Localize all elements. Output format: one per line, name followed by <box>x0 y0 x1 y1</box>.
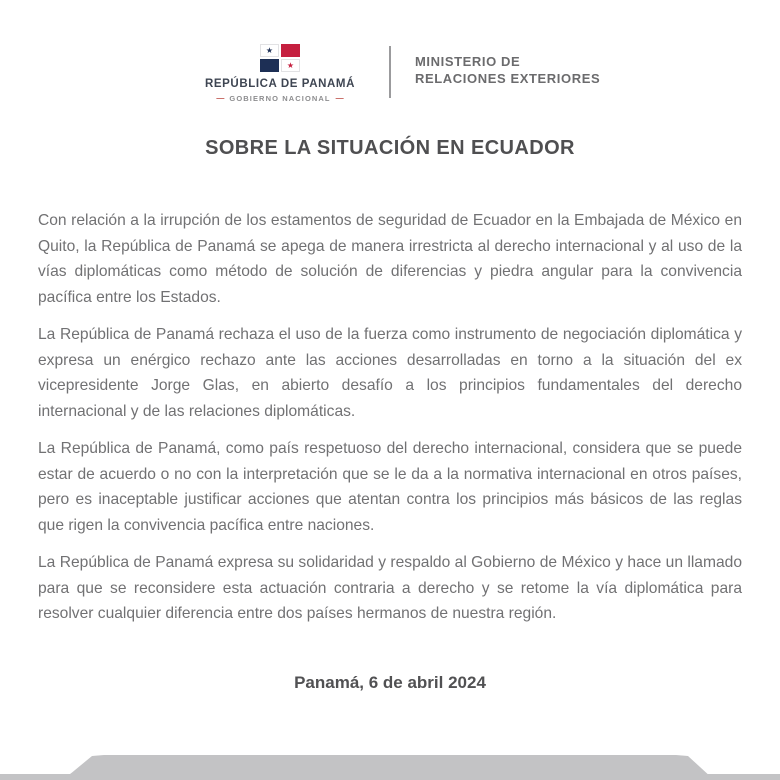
statement-body <box>0 160 780 627</box>
ministry-name-line2: RELACIONES EXTERIORES <box>415 71 601 86</box>
flag-quadrant-red-top-right <box>281 44 300 57</box>
letterhead-divider <box>389 46 391 98</box>
statement-paragraph-1: Con relación a la irrupción de los estamentos de seguridad de Ecuador en la Embajada de México en Quito, la República de Panamá se apega de manera irrestricta al derecho internacional y al uso de la vías diplomáticas como método de solución de diferencias y piedra angular para la convivencia pacífica entre los Estados. <box>38 212 742 306</box>
statement-paragraph-2: La República de Panamá rechaza el uso de la fuerza como instrumento de negociación diplomática y expresa un enérgico rechazo ante las acciones desarrolladas en torno a la situación del ex vicepresidente Jorge Glas, en abierto desafío a los principios fundamentales del derecho internacional y de las relaciones diplomáticas. <box>38 326 742 420</box>
statement-paragraph-3: La República de Panamá, como país respetuoso del derecho internacional, considera que se puede estar de acuerdo o no con la interpretación que se le da a la normativa internacional en otros países, pero es inaceptable justificar acciones que atentan contra los principios más básicos de las reglas que rigen la convivencia pacífica entre naciones. <box>38 440 742 534</box>
flag-quadrant-white-bottom-right <box>281 59 300 72</box>
letterhead <box>0 0 780 103</box>
left-dash: — <box>216 94 225 103</box>
flag-quadrant-navy-bottom-left <box>260 59 279 72</box>
right-dash: — <box>335 94 344 103</box>
bottom-ribbon <box>0 754 780 780</box>
ministry-name-block <box>415 44 601 87</box>
national-government-label: GOBIERNO NACIONAL <box>229 94 331 103</box>
ribbon-trapezoid <box>62 755 714 780</box>
blue-star-icon: ★ <box>265 45 274 55</box>
statement-date: Panamá, 6 de abril 2024 <box>294 672 486 692</box>
ministry-name-line1: MINISTERIO DE <box>415 54 521 69</box>
flag-quadrant-white-top-left <box>260 44 279 57</box>
panama-flag-icon <box>260 44 300 72</box>
statement-title: SOBRE LA SITUACIÓN EN ECUADOR <box>205 137 575 159</box>
statement-paragraph-4: La República de Panamá expresa su solidaridad y respaldo al Gobierno de México y hace un llamado para que se reconsidere esta actuación contraria a derecho y se retome la vía diplomática para resolver cualquier diferencia entre dos países hermanos de nuestra región. <box>38 554 742 622</box>
national-government-row <box>216 94 343 103</box>
red-star-icon: ★ <box>286 60 295 70</box>
panama-government-logo <box>195 44 365 103</box>
republic-of-panama-label: REPÚBLICA DE PANAMÁ <box>204 78 356 90</box>
